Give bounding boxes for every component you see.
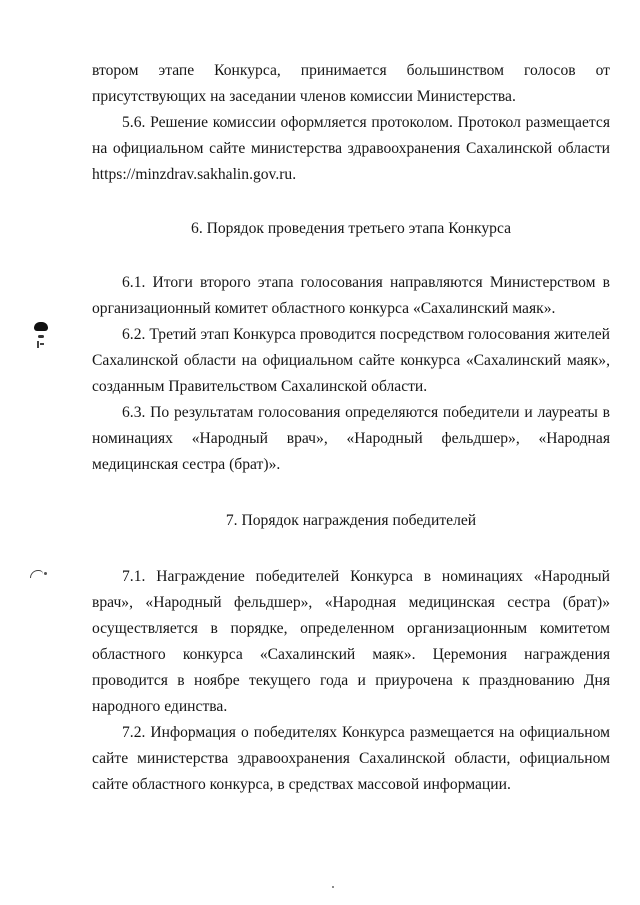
scan-speck: [30, 570, 43, 578]
paragraph-7-2: 7.2. Информация о победителях Конкурса размещается на официальном сайте министерства здравоохранения Сахалинской области, официальном сайте областного конкурса, в средствах массовой информации.: [92, 724, 610, 793]
scan-speck: [40, 343, 44, 345]
paragraph-6-2: 6.2. Третий этап Конкурса проводится посредством голосования жителей Сахалинской области на официальном сайте конкурса «Сахалинский маяк», созданным Правительством Сахалинской области.: [92, 326, 610, 395]
scan-speck: [44, 572, 47, 575]
scan-speck: [34, 322, 48, 331]
section-heading-6: 6. Порядок проведения третьего этапа Конкурса: [191, 220, 511, 237]
paragraph-5-6: 5.6. Решение комиссии оформляется протоколом. Протокол размещается на официальном сайте министерства здравоохранения Сахалинской области https://minzdrav.sakhalin.gov.ru.: [92, 114, 610, 183]
scan-speck: [332, 886, 334, 888]
paragraph-7-1: 7.1. Награждение победителей Конкурса в номинациях «Народный врач», «Народный фельдшер», «Народная медицинская сестра (брат)» осуществляется в порядке, определенном организационным комитетом областного конкурса «Сахалинский маяк». Церемония награждения проводится в ноябре текущего года и приурочена к празднованию Дня народного единства.: [92, 568, 610, 715]
paragraph-line: присутствующих на заседании членов комиссии Министерства.: [92, 88, 516, 105]
scan-speck: [38, 335, 44, 338]
scan-speck: [37, 341, 39, 348]
paragraph-6-3: 6.3. По результатам голосования определяются победители и лауреаты в номинациях «Народный врач», «Народный фельдшер», «Народная медицинская сестра (брат)».: [92, 404, 610, 473]
document-body: [92, 58, 610, 798]
paragraph-line: втором этапе Конкурса, принимается большинством голосов от: [92, 62, 610, 79]
paragraph-6-1: 6.1. Итоги второго этапа голосования направляются Министерством в организационный комитет областного конкурса «Сахалинский маяк».: [92, 274, 610, 317]
section-heading-7: 7. Порядок награждения победителей: [225, 512, 477, 529]
